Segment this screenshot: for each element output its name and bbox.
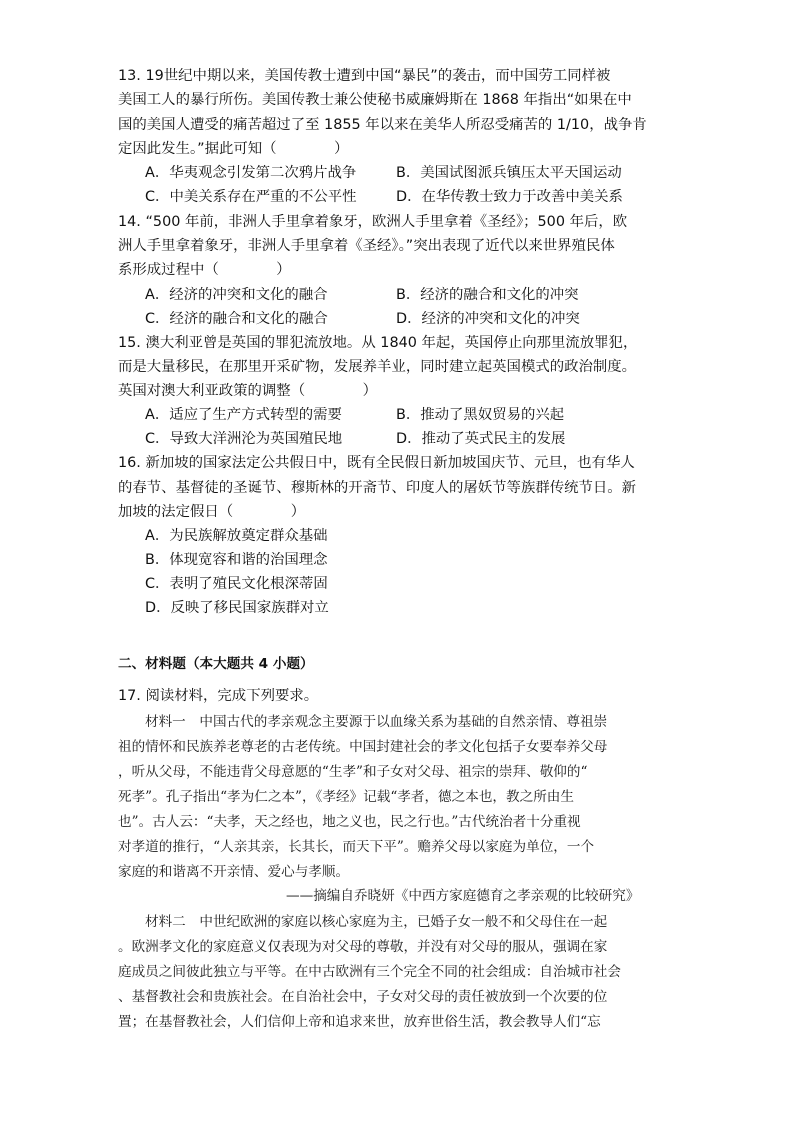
question-stem-line: 国的美国人遭受的痛苦超过了至 1855 年以来在美华人所忍受痛苦的 1/10，战争肯 bbox=[118, 117, 647, 133]
option-c: C．经济的融合和文化的融合 bbox=[145, 311, 328, 327]
question-stem-line: 系形成过程中（ ） bbox=[118, 262, 291, 278]
question-stem-line: 美国工人的暴行所伤。美国传教士兼公使秘书威廉姆斯在 1868 年指出“如果在中 bbox=[118, 92, 632, 108]
question-stem-line: 加坡的法定假日（ ） bbox=[118, 504, 306, 520]
option-b: B．美国试图派兵镇压太平天国运动 bbox=[396, 165, 622, 181]
material-line: 、基督教社会和贵族社会。在自治社会中，子女对父母的责任被放到一个次要的位 bbox=[118, 989, 608, 1005]
question-stem-line: 洲人手里拿着象牙，非洲人手里拿着《圣经》。”突出表现了近代以来世界殖民体 bbox=[118, 238, 615, 254]
option-b: B．经济的融合和文化的冲突 bbox=[396, 287, 579, 303]
material-source: ——摘编自乔晓妍《中西方家庭德育之孝亲观的比较研究》 bbox=[286, 888, 640, 904]
option-c: C．表明了殖民文化根深蒂固 bbox=[145, 576, 328, 592]
question-stem-line: 13. 19世纪中期以来，美国传教士遭到中国“暴民”的袭击，而中国劳工同样被 bbox=[118, 68, 611, 84]
option-b: B．推动了黑奴贸易的兴起 bbox=[396, 407, 565, 423]
material-line: 对孝道的推行，“人亲其亲，长其长，而天下平”。赡养父母以家庭为单位，一个 bbox=[118, 839, 595, 855]
option-a: A．为民族解放奠定群众基础 bbox=[145, 528, 328, 544]
material-line: 庭成员之间彼此独立与平等。在中古欧洲有三个完全不同的社会组成：自治城市社会 bbox=[118, 964, 621, 980]
option-d: D．推动了英式民主的发展 bbox=[396, 431, 566, 447]
option-a: A．华夷观念引发第二次鸦片战争 bbox=[145, 165, 357, 181]
option-a: A．经济的冲突和文化的融合 bbox=[145, 287, 328, 303]
material-line: 祖的情怀和民族养老尊老的古老传统。中国封建社会的孝文化包括子女要奉养父母 bbox=[118, 739, 608, 755]
section-title: 二、材料题（本大题共 4 小题） bbox=[118, 656, 314, 672]
question-stem-line: 的春节、基督徒的圣诞节、穆斯林的开斋节、印度人的屠妖节等族群传统节日。新 bbox=[118, 480, 637, 496]
question-stem-line: 英国对澳大利亚政策的调整（ ） bbox=[118, 383, 378, 399]
material-line: 材料一 中国古代的孝亲观念主要源于以血缘关系为基础的自然亲情、尊祖崇 bbox=[145, 714, 608, 730]
question-stem-line: 14. “500 年前，非洲人手里拿着象牙，欧洲人手里拿着《圣经》；500 年后，欧 bbox=[118, 214, 628, 230]
option-d: D．在华传教士致力于改善中美关系 bbox=[396, 189, 623, 205]
material-line: 死孝”。孔子指出“孝为仁之本”，《孝经》记载“孝者，德之本也，教之所由生 bbox=[118, 789, 574, 805]
option-c: C．中美关系存在严重的不公平性 bbox=[145, 189, 357, 205]
material-line: 。欧洲孝文化的家庭意义仅表现为对父母的尊敬，并没有对父母的服从，强调在家 bbox=[118, 939, 608, 955]
option-d: D．反映了移民国家族群对立 bbox=[145, 600, 329, 616]
question-stem-line: 15. 澳大利亚曾是英国的罪犯流放地。从 1840 年起，英国停止向那里流放罪犯， bbox=[118, 335, 638, 351]
material-line: 材料二 中世纪欧洲的家庭以核心家庭为主，已婚子女一般不和父母住在一起 bbox=[145, 914, 608, 930]
option-a: A．适应了生产方式转型的需要 bbox=[145, 407, 342, 423]
question-stem-line: 而是大量移民，在那里开采矿物，发展养羊业，同时建立起英国模式的政治制度。 bbox=[118, 359, 637, 375]
option-d: D．经济的冲突和文化的冲突 bbox=[396, 311, 580, 327]
question-stem-line: 定因此发生。”据此可知（ ） bbox=[118, 141, 349, 157]
option-c: C．导致大洋洲沦为英国殖民地 bbox=[145, 431, 343, 447]
question-stem-line: 16. 新加坡的国家法定公共假日中，既有全民假日新加坡国庆节、元旦，也有华人 bbox=[118, 455, 635, 471]
material-line: 家庭的和谐离不开亲情、爱心与孝顺。 bbox=[118, 864, 350, 880]
material-line: ，听从父母，不能违背父母意愿的“生孝”和子女对父母、祖宗的崇拜、敬仰的“ bbox=[118, 764, 588, 780]
material-line: 置；在基督教社会，人们信仰上帝和追求来世，放弃世俗生活，教会教导人们“忘 bbox=[118, 1014, 601, 1030]
material-line: 也”。古人云：“夫孝，天之经也，地之义也，民之行也。”古代统治者十分重视 bbox=[118, 814, 581, 830]
question-17-intro: 17. 阅读材料，完成下列要求。 bbox=[118, 688, 319, 704]
option-b: B．体现宽容和谐的治国理念 bbox=[145, 552, 328, 568]
